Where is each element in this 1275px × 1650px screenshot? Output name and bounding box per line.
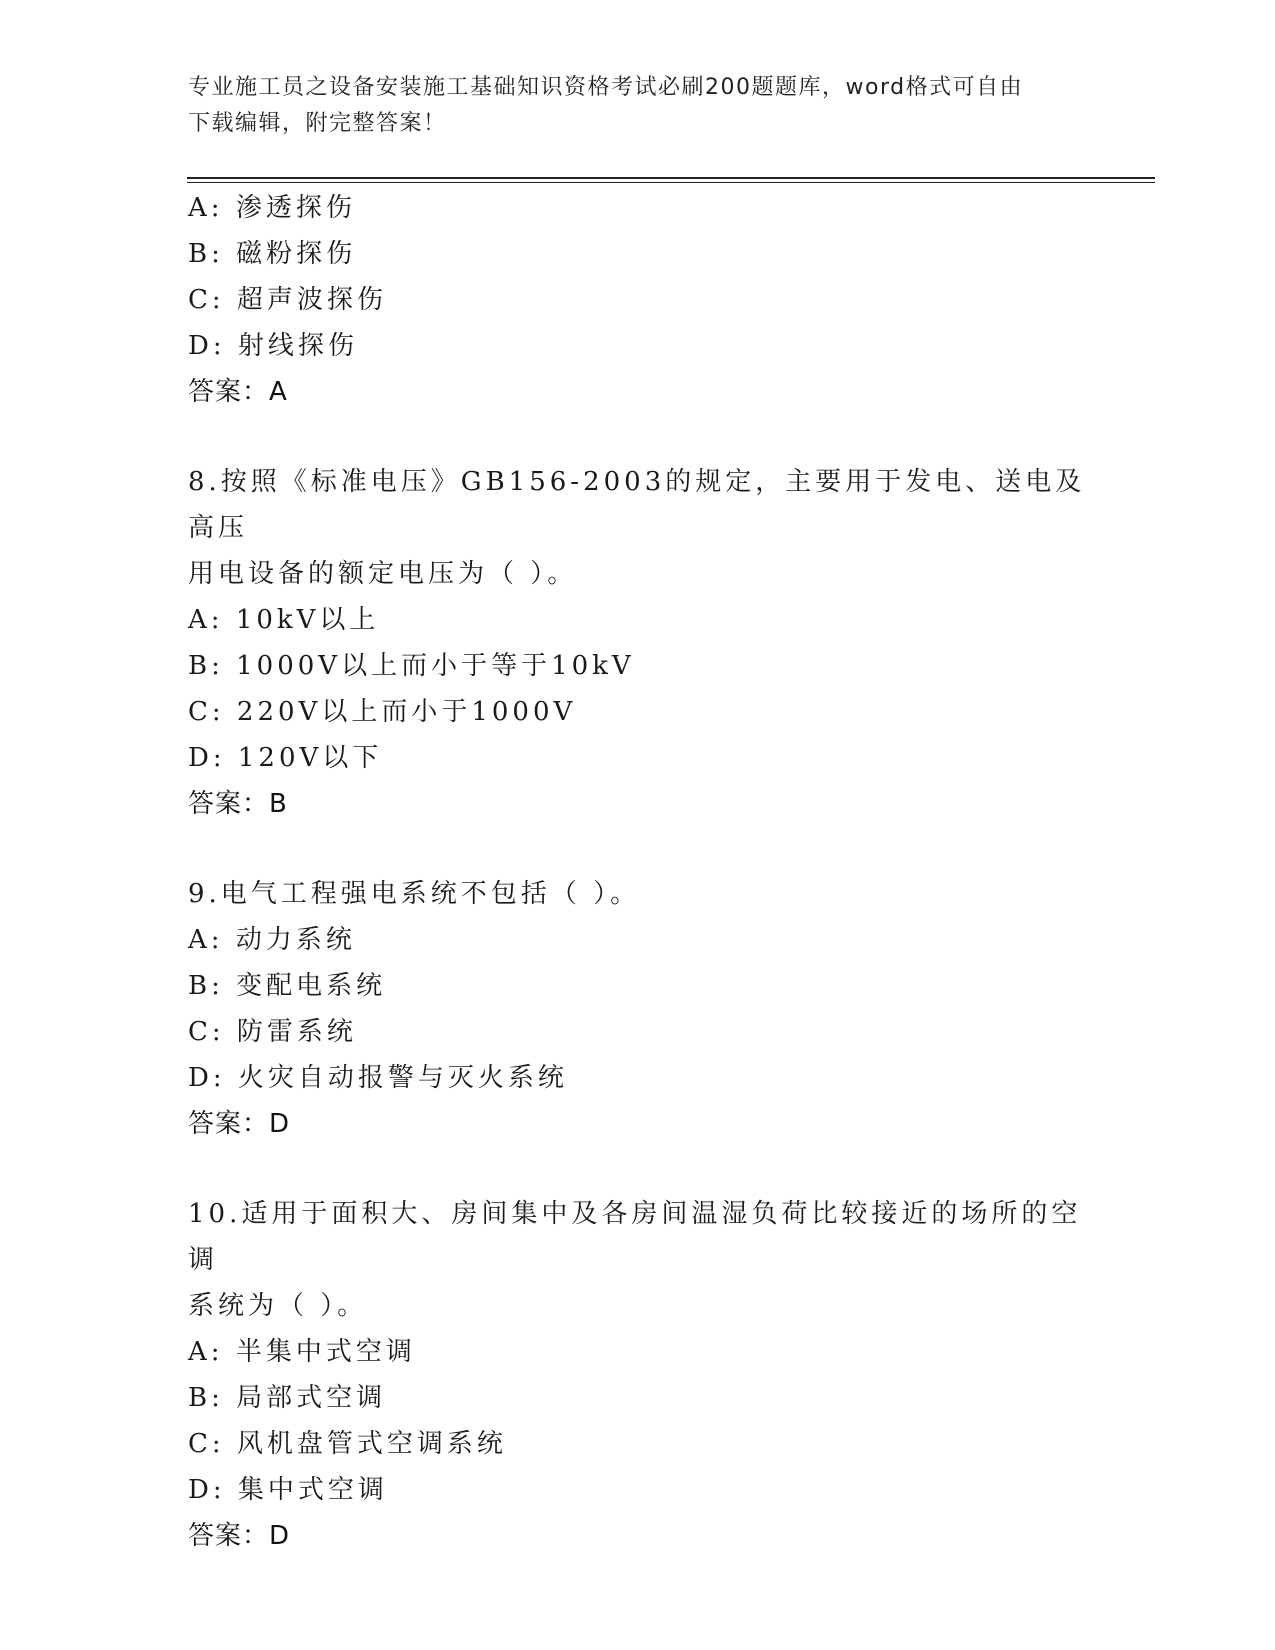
option-text: 变配电系统 <box>236 971 387 1001</box>
option-b <box>188 643 1088 689</box>
question-10 <box>188 1191 1088 1559</box>
question-8 <box>188 459 1088 827</box>
option-text: 超声波探伤 <box>236 285 387 315</box>
option-label: B: <box>188 239 224 269</box>
document-header <box>188 70 1088 142</box>
option-a <box>188 917 1088 963</box>
answer-line: 答案：B <box>188 789 288 819</box>
option-text: 集中式空调 <box>237 1475 388 1505</box>
answer-line: 答案：A <box>188 377 288 407</box>
option-d <box>188 735 1088 781</box>
option-text: 局部式空调 <box>236 1383 387 1413</box>
question-stem-line-1: 8.按照《标准电压》GB156-2003的规定，主要用于发电、送电及高压 <box>188 467 1086 543</box>
option-label: A: <box>188 605 224 635</box>
option-label: D: <box>188 1063 226 1093</box>
option-text: 动力系统 <box>235 925 356 955</box>
question-list <box>188 185 1088 1559</box>
option-d <box>188 1467 1088 1513</box>
option-text: 1000V以上而小于等于10kV <box>236 651 635 681</box>
option-text: 火灾自动报警与灭火系统 <box>237 1063 568 1093</box>
option-label: D: <box>188 1475 226 1505</box>
question-stem-line-1: 9.电气工程强电系统不包括（ ）。 <box>188 879 641 909</box>
option-text: 防雷系统 <box>236 1017 357 1047</box>
question-stem-line-2: 系统为（ ）。 <box>188 1291 368 1321</box>
answer-line: 答案：D <box>188 1521 291 1551</box>
option-text: 风机盘管式空调系统 <box>236 1429 507 1459</box>
option-label: A: <box>188 925 224 955</box>
answer-line: 答案：D <box>188 1109 291 1139</box>
option-b <box>188 1375 1088 1421</box>
option-text: 半集中式空调 <box>235 1337 416 1367</box>
option-text: 120V以下 <box>237 743 383 773</box>
option-text: 220V以上而小于1000V <box>236 697 577 727</box>
question-partial <box>188 185 1088 415</box>
option-label: A: <box>188 193 224 223</box>
header-divider-thin <box>187 182 1155 183</box>
option-label: C: <box>188 285 225 315</box>
option-label: B: <box>188 1383 224 1413</box>
option-d <box>188 1055 1088 1101</box>
option-label: D: <box>188 743 226 773</box>
option-label: C: <box>188 1017 225 1047</box>
option-text: 渗透探伤 <box>235 193 356 223</box>
option-b <box>188 231 1088 277</box>
header-divider-thick <box>187 177 1155 179</box>
option-c <box>188 1421 1088 1467</box>
option-label: D: <box>188 331 226 361</box>
question-9 <box>188 871 1088 1147</box>
option-b <box>188 963 1088 1009</box>
option-a <box>188 1329 1088 1375</box>
header-line-2: 下载编辑，附完整答案！ <box>188 111 447 136</box>
option-label: C: <box>188 1429 225 1459</box>
option-label: B: <box>188 971 224 1001</box>
option-d <box>188 323 1088 369</box>
option-text: 10kV以上 <box>235 605 380 635</box>
option-label: A: <box>188 1337 224 1367</box>
option-text: 射线探伤 <box>237 331 358 361</box>
option-c <box>188 689 1088 735</box>
option-a <box>188 185 1088 231</box>
option-text: 磁粉探伤 <box>236 239 357 269</box>
header-line-1: 专业施工员之设备安装施工基础知识资格考试必刷200题题库，word格式可自由 <box>188 75 1024 100</box>
option-label: C: <box>188 697 225 727</box>
option-a <box>188 597 1088 643</box>
option-c <box>188 277 1088 323</box>
question-stem-line-2: 用电设备的额定电压为（ ）。 <box>188 559 578 589</box>
question-stem-line-1: 10.适用于面积大、房间集中及各房间温湿负荷比较接近的场所的空调 <box>188 1199 1082 1275</box>
option-c <box>188 1009 1088 1055</box>
option-label: B: <box>188 651 224 681</box>
